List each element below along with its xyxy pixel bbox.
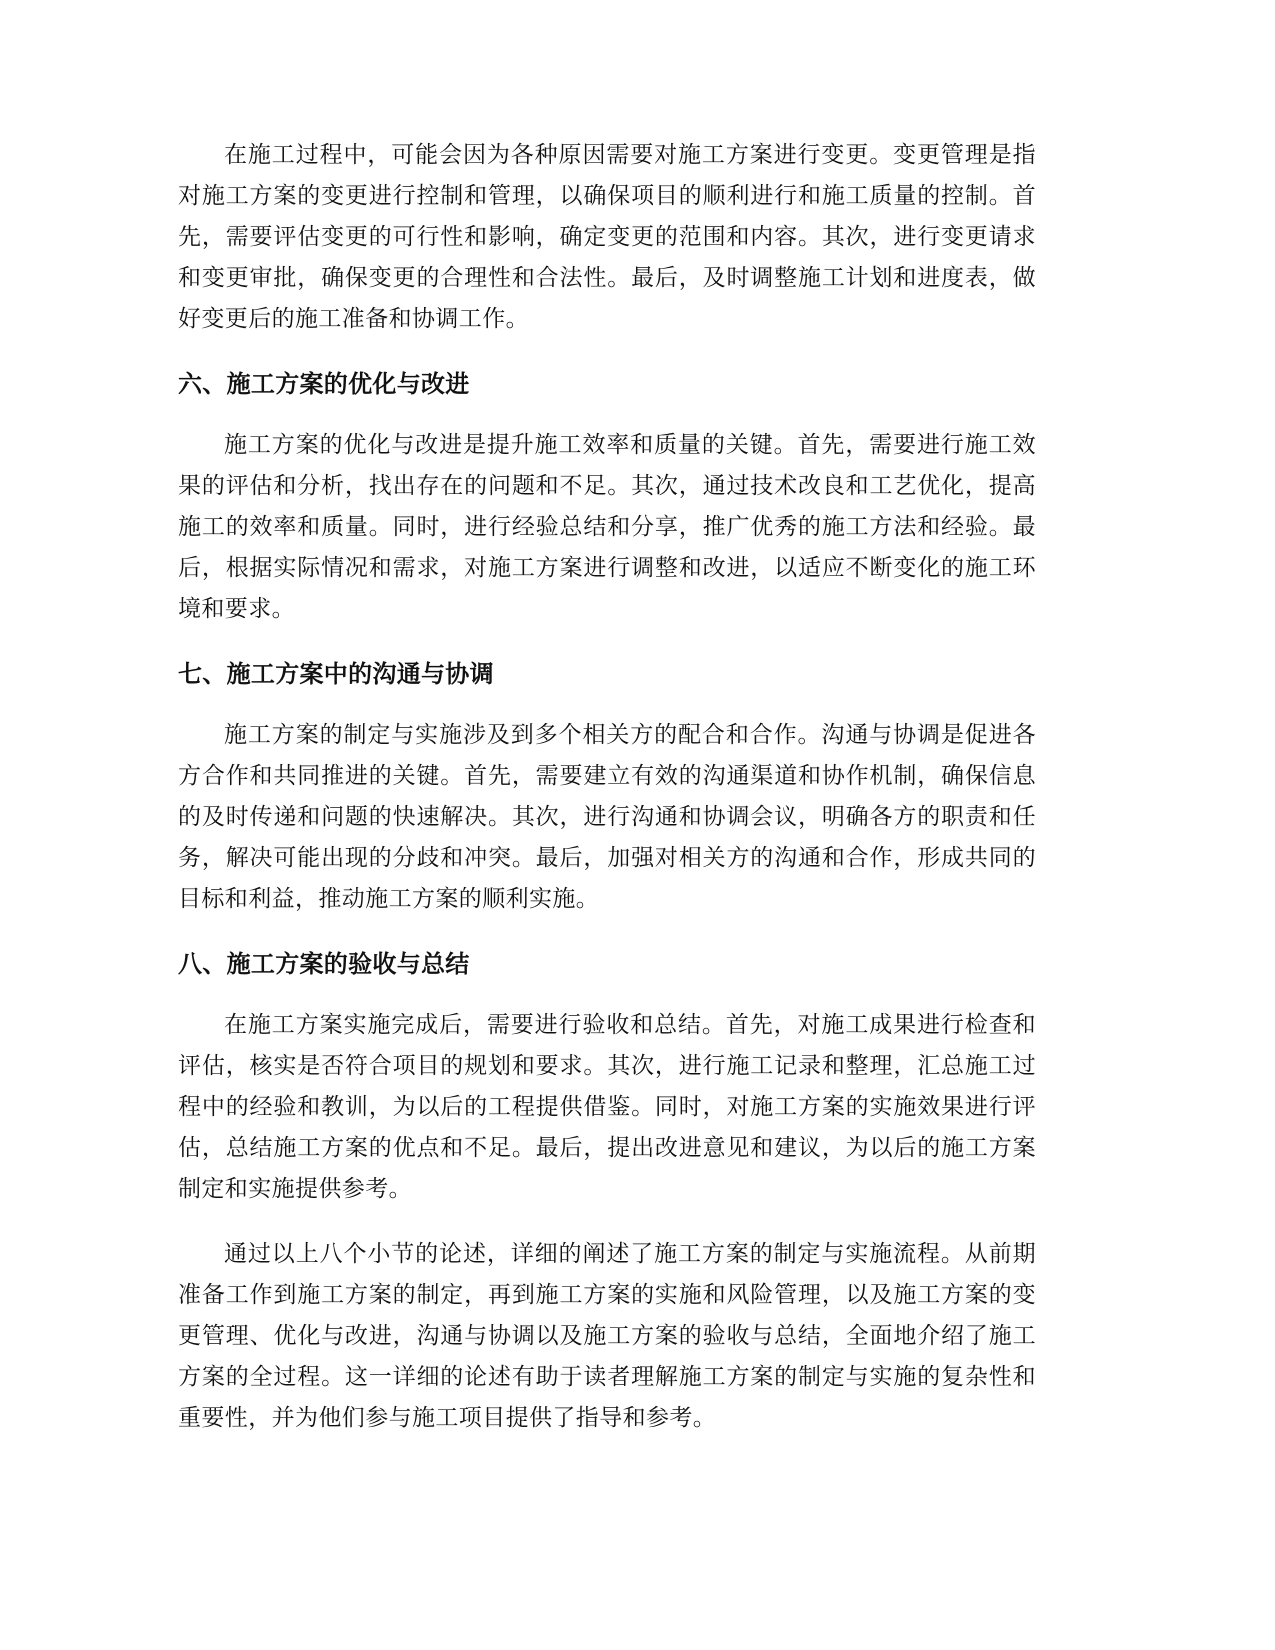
paragraph-section-6: 施工方案的优化与改进是提升施工效率和质量的关键。首先，需要进行施工效果的评估和分析，找出存在的问题和不足。其次，通过技术改良和工艺优化，提高施工的效率和质量。同时，进行经验总结和分享，推广优秀的施工方法和经验。最后，根据实际情况和需求，对施工方案进行调整和改进，以适应不断变化的施工环境和要求。 <box>178 432 1036 622</box>
paragraph-section-8: 在施工方案实施完成后，需要进行验收和总结。首先，对施工成果进行检查和评估，核实是否符合项目的规划和要求。其次，进行施工记录和整理，汇总施工过程中的经验和教训，为以后的工程提供借鉴。同时，对施工方案的实施效果进行评估，总结施工方案的优点和不足。最后，提出改进意见和建议，为以后的施工方案制定和实施提供参考。 <box>178 1012 1036 1202</box>
document-page <box>178 135 1036 1439</box>
paragraph-conclusion: 通过以上八个小节的论述，详细的阐述了施工方案的制定与实施流程。从前期准备工作到施工方案的制定，再到施工方案的实施和风险管理，以及施工方案的变更管理、优化与改进，沟通与协调以及施工方案的验收与总结，全面地介绍了施工方案的全过程。这一详细的论述有助于读者理解施工方案的制定与实施的复杂性和重要性，并为他们参与施工项目提供了指导和参考。 <box>178 1241 1036 1431</box>
heading-section-6: 六、施工方案的优化与改进 <box>178 370 470 398</box>
heading-section-7: 七、施工方案中的沟通与协调 <box>178 660 494 688</box>
paragraph-section-7: 施工方案的制定与实施涉及到多个相关方的配合和合作。沟通与协调是促进各方合作和共同推进的关键。首先，需要建立有效的沟通渠道和协作机制，确保信息的及时传递和问题的快速解决。其次，进行沟通和协调会议，明确各方的职责和任务，解决可能出现的分歧和冲突。最后，加强对相关方的沟通和合作，形成共同的目标和利益，推动施工方案的顺利实施。 <box>178 722 1036 912</box>
heading-section-8: 八、施工方案的验收与总结 <box>178 950 470 978</box>
paragraph-change-management: 在施工过程中，可能会因为各种原因需要对施工方案进行变更。变更管理是指对施工方案的变更进行控制和管理，以确保项目的顺利进行和施工质量的控制。首先，需要评估变更的可行性和影响，确定变更的范围和内容。其次，进行变更请求和变更审批，确保变更的合理性和合法性。最后，及时调整施工计划和进度表，做好变更后的施工准备和协调工作。 <box>178 142 1036 332</box>
